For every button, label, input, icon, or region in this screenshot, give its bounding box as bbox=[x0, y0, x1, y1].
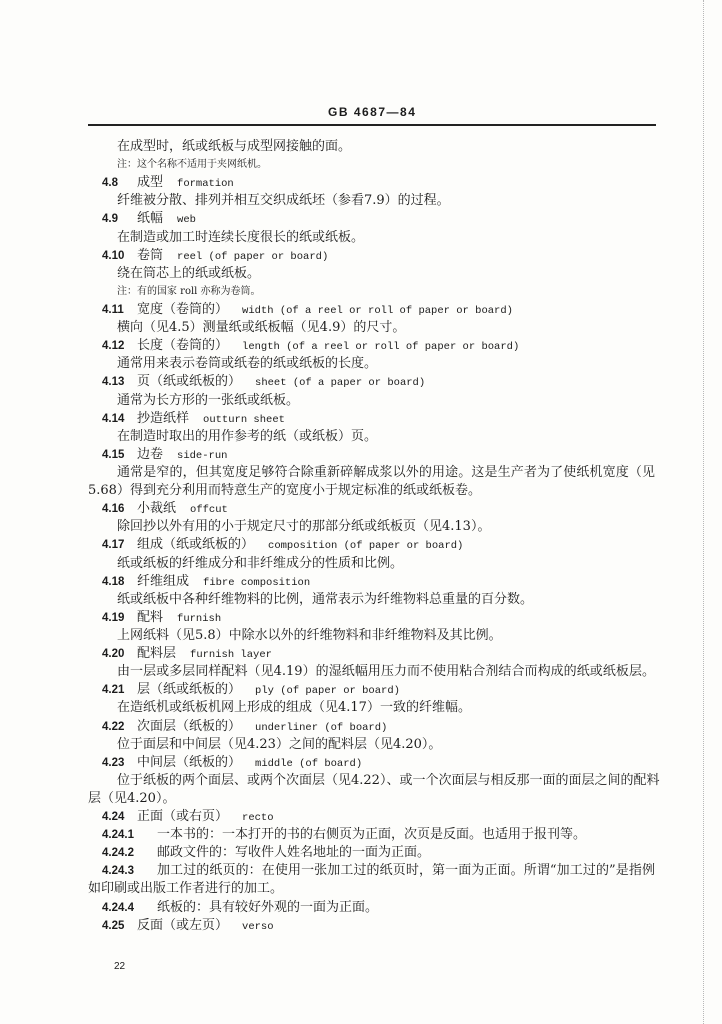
entry-term: 宽度（卷筒的） bbox=[137, 301, 229, 317]
entry-number: 4.24 bbox=[102, 811, 125, 824]
entry-term: 层（纸或纸板的） bbox=[137, 682, 242, 698]
entry-english-term: ply (of paper or board) bbox=[255, 685, 400, 698]
entry-heading bbox=[0, 536, 722, 554]
entry-heading bbox=[0, 681, 722, 699]
entry-english-term: furnish bbox=[177, 612, 222, 625]
definition-line: 上网纸料（见5.8）中除水以外的纤维物料和非纤维物料及其比例。 bbox=[117, 627, 502, 643]
entry-term: 纸幅 bbox=[137, 211, 164, 227]
entry-term: 边卷 bbox=[137, 446, 164, 462]
subentry bbox=[0, 899, 722, 917]
entry-number: 4.25 bbox=[102, 919, 125, 932]
entry-number: 4.16 bbox=[102, 503, 125, 516]
definition-line: 纸或纸板中各种纤维物料的比例，通常表示为纤维物料总重量的百分数。 bbox=[117, 591, 534, 607]
entry-english-term: underliner (of board) bbox=[255, 721, 388, 734]
definition-line: 由一层或多层同样配料（见4.19）的湿纸幅用压力而不使用粘合剂结合而构成的纸或纸板层。 bbox=[117, 664, 655, 680]
definition-line: 层（见4.20）。 bbox=[88, 790, 176, 806]
document-body bbox=[0, 138, 722, 935]
subentry-text: 纸板的：具有较好外观的一面为正面。 bbox=[157, 899, 379, 915]
entry-heading bbox=[0, 446, 722, 464]
entry-number: 4.12 bbox=[102, 340, 125, 353]
entry-english-term: reel (of paper or board) bbox=[177, 250, 329, 263]
entry-english-term: verso bbox=[242, 920, 274, 933]
entry-english-term: composition (of paper or board) bbox=[268, 540, 464, 553]
entry-number: 4.8 bbox=[102, 177, 118, 190]
definition-row bbox=[0, 464, 722, 482]
entry-heading bbox=[0, 210, 722, 228]
subentry bbox=[0, 826, 722, 844]
entry-number: 4.19 bbox=[102, 611, 125, 624]
entry-heading bbox=[0, 500, 722, 518]
entry-heading bbox=[0, 808, 722, 826]
entry-number: 4.14 bbox=[102, 412, 125, 425]
definition-line: 通常用来表示卷筒或纸卷的纸或纸板的长度。 bbox=[117, 356, 378, 372]
definition-row bbox=[0, 772, 722, 790]
entry-term: 纤维组成 bbox=[137, 573, 190, 589]
entry-term: 小裁纸 bbox=[137, 501, 177, 517]
definition-line: 在制造或加工时连续长度很长的纸或纸板。 bbox=[117, 229, 365, 245]
entry-term: 配料 bbox=[137, 609, 164, 625]
definition-line: 绕在筒芯上的纸或纸板。 bbox=[117, 265, 261, 281]
entry-english-term: web bbox=[177, 214, 196, 227]
entry-term: 长度（卷筒的） bbox=[137, 338, 229, 354]
subentry-text: 邮政文件的：写收件人姓名地址的一面为正面。 bbox=[157, 845, 431, 861]
definition-line: 纸或纸板的纤维成分和非纤维成分的性质和比例。 bbox=[117, 555, 404, 571]
entry-english-term: side-run bbox=[177, 449, 228, 462]
entry-term: 次面层（纸板的） bbox=[137, 718, 242, 734]
definition-line: 除回抄以外有用的小于规定尺寸的那部分纸或纸板页（见4.13）。 bbox=[117, 519, 491, 535]
entry-heading bbox=[0, 609, 722, 627]
entry-heading bbox=[0, 573, 722, 591]
entry-term: 成型 bbox=[137, 175, 164, 191]
entry-heading bbox=[0, 718, 722, 736]
entry-heading bbox=[0, 373, 722, 391]
definition-row bbox=[0, 663, 722, 681]
entry-number: 4.17 bbox=[102, 539, 125, 552]
entry-number: 4.22 bbox=[102, 720, 125, 733]
entry-english-term: width (of a reel or roll of paper or board) bbox=[242, 304, 513, 317]
entry-number: 4.10 bbox=[102, 249, 125, 262]
definition-line: 5.68）得到充分利用而特意生产的宽度小于规定标准的纸或纸板卷。 bbox=[88, 483, 481, 499]
entry-number: 4.13 bbox=[102, 376, 125, 389]
entry-number: 4.11 bbox=[102, 303, 124, 316]
subentry-number: 4.24.2 bbox=[102, 847, 134, 860]
entry-english-term: outturn sheet bbox=[203, 413, 285, 426]
definition-line: 位于面层和中间层（见4.23）之间的配料层（见4.20）。 bbox=[117, 736, 442, 752]
entry-english-term: fibre composition bbox=[203, 576, 311, 589]
entry-english-term: middle (of board) bbox=[255, 757, 363, 770]
entry-number: 4.23 bbox=[102, 756, 125, 769]
entry-english-term: sheet (of a paper or board) bbox=[255, 377, 426, 390]
entry-english-term: offcut bbox=[190, 504, 228, 517]
entry-heading bbox=[0, 645, 722, 663]
definition-line: 在制造时取出的用作参考的纸（或纸板）页。 bbox=[117, 428, 378, 444]
definition-line: 横向（见4.5）测量纸或纸板幅（见4.9）的尺寸。 bbox=[117, 320, 406, 336]
definition-line: 纤维被分散、排列并相互交织成纸坯（参看7.9）的过程。 bbox=[117, 193, 450, 209]
entry-term: 页（纸或纸板的） bbox=[137, 374, 242, 390]
subentry-text: 一本书的：一本打开的书的右侧页为正面，次页是反面。也适用于报刊等。 bbox=[157, 827, 587, 843]
document-code: GB 4687—84 bbox=[328, 105, 417, 119]
definition-line: 通常为长方形的一张纸或纸板。 bbox=[117, 392, 300, 408]
subentry-number: 4.24.3 bbox=[102, 865, 134, 878]
entry-term: 中间层（纸板的） bbox=[137, 754, 242, 770]
entry-number: 4.21 bbox=[102, 684, 125, 697]
entry-english-term: recto bbox=[242, 812, 274, 825]
subentry bbox=[0, 862, 722, 880]
subentry bbox=[0, 844, 722, 862]
subentry-number: 4.24.1 bbox=[102, 829, 134, 842]
definition-line: 位于纸板的两个面层、或两个次面层（见4.22）、或一个次面层与相反那一面的面层之间的配料 bbox=[117, 772, 660, 788]
entry-term: 反面（或左页） bbox=[137, 917, 229, 933]
note: 注：这个名称不适用于夹网纸机。 bbox=[117, 159, 267, 171]
entry-english-term: formation bbox=[177, 178, 234, 191]
entry-heading bbox=[0, 754, 722, 772]
entry-heading bbox=[0, 247, 722, 265]
entry-english-term: length (of a reel or roll of paper or board) bbox=[242, 341, 520, 354]
definition-line: 在造纸机或纸板机网上形成的组成（见4.17）一致的纤维幅。 bbox=[117, 700, 471, 716]
note: 注：有的国家 roll 亦称为卷筒。 bbox=[117, 285, 261, 297]
header-rule bbox=[88, 124, 656, 126]
subentry-text: 如印刷或出版工作者进行的加工。 bbox=[88, 881, 284, 897]
entry-term: 正面（或右页） bbox=[137, 809, 229, 825]
entry-heading bbox=[0, 410, 722, 428]
entry-number: 4.20 bbox=[102, 648, 125, 661]
entry-heading bbox=[0, 337, 722, 355]
entry-term: 卷筒 bbox=[137, 247, 164, 263]
entry-heading bbox=[0, 917, 722, 935]
entry-number: 4.9 bbox=[102, 213, 118, 226]
entry-term: 抄造纸样 bbox=[137, 410, 190, 426]
entry-number: 4.18 bbox=[102, 575, 125, 588]
entry-term: 组成（纸或纸板的） bbox=[137, 537, 255, 553]
subentry-text: 加工过的纸页的：在使用一张加工过的纸页时，第一面为正面。所谓“加工过的”是指例 bbox=[157, 863, 655, 879]
definition-line: 通常是窄的，但其宽度足够符合除重新碎解成浆以外的用途。这是生产者为了使纸机宽度（见 bbox=[117, 464, 655, 480]
entry-number: 4.15 bbox=[102, 448, 125, 461]
subentry-number: 4.24.4 bbox=[102, 901, 134, 914]
entry-term: 配料层 bbox=[137, 646, 177, 662]
entry-english-term: furnish layer bbox=[190, 649, 272, 662]
page-number: 22 bbox=[114, 961, 126, 972]
entry-heading bbox=[0, 301, 722, 319]
entry-heading bbox=[0, 174, 722, 192]
continuation-text: 在成型时，纸或纸板与成型网接触的面。 bbox=[117, 139, 352, 154]
